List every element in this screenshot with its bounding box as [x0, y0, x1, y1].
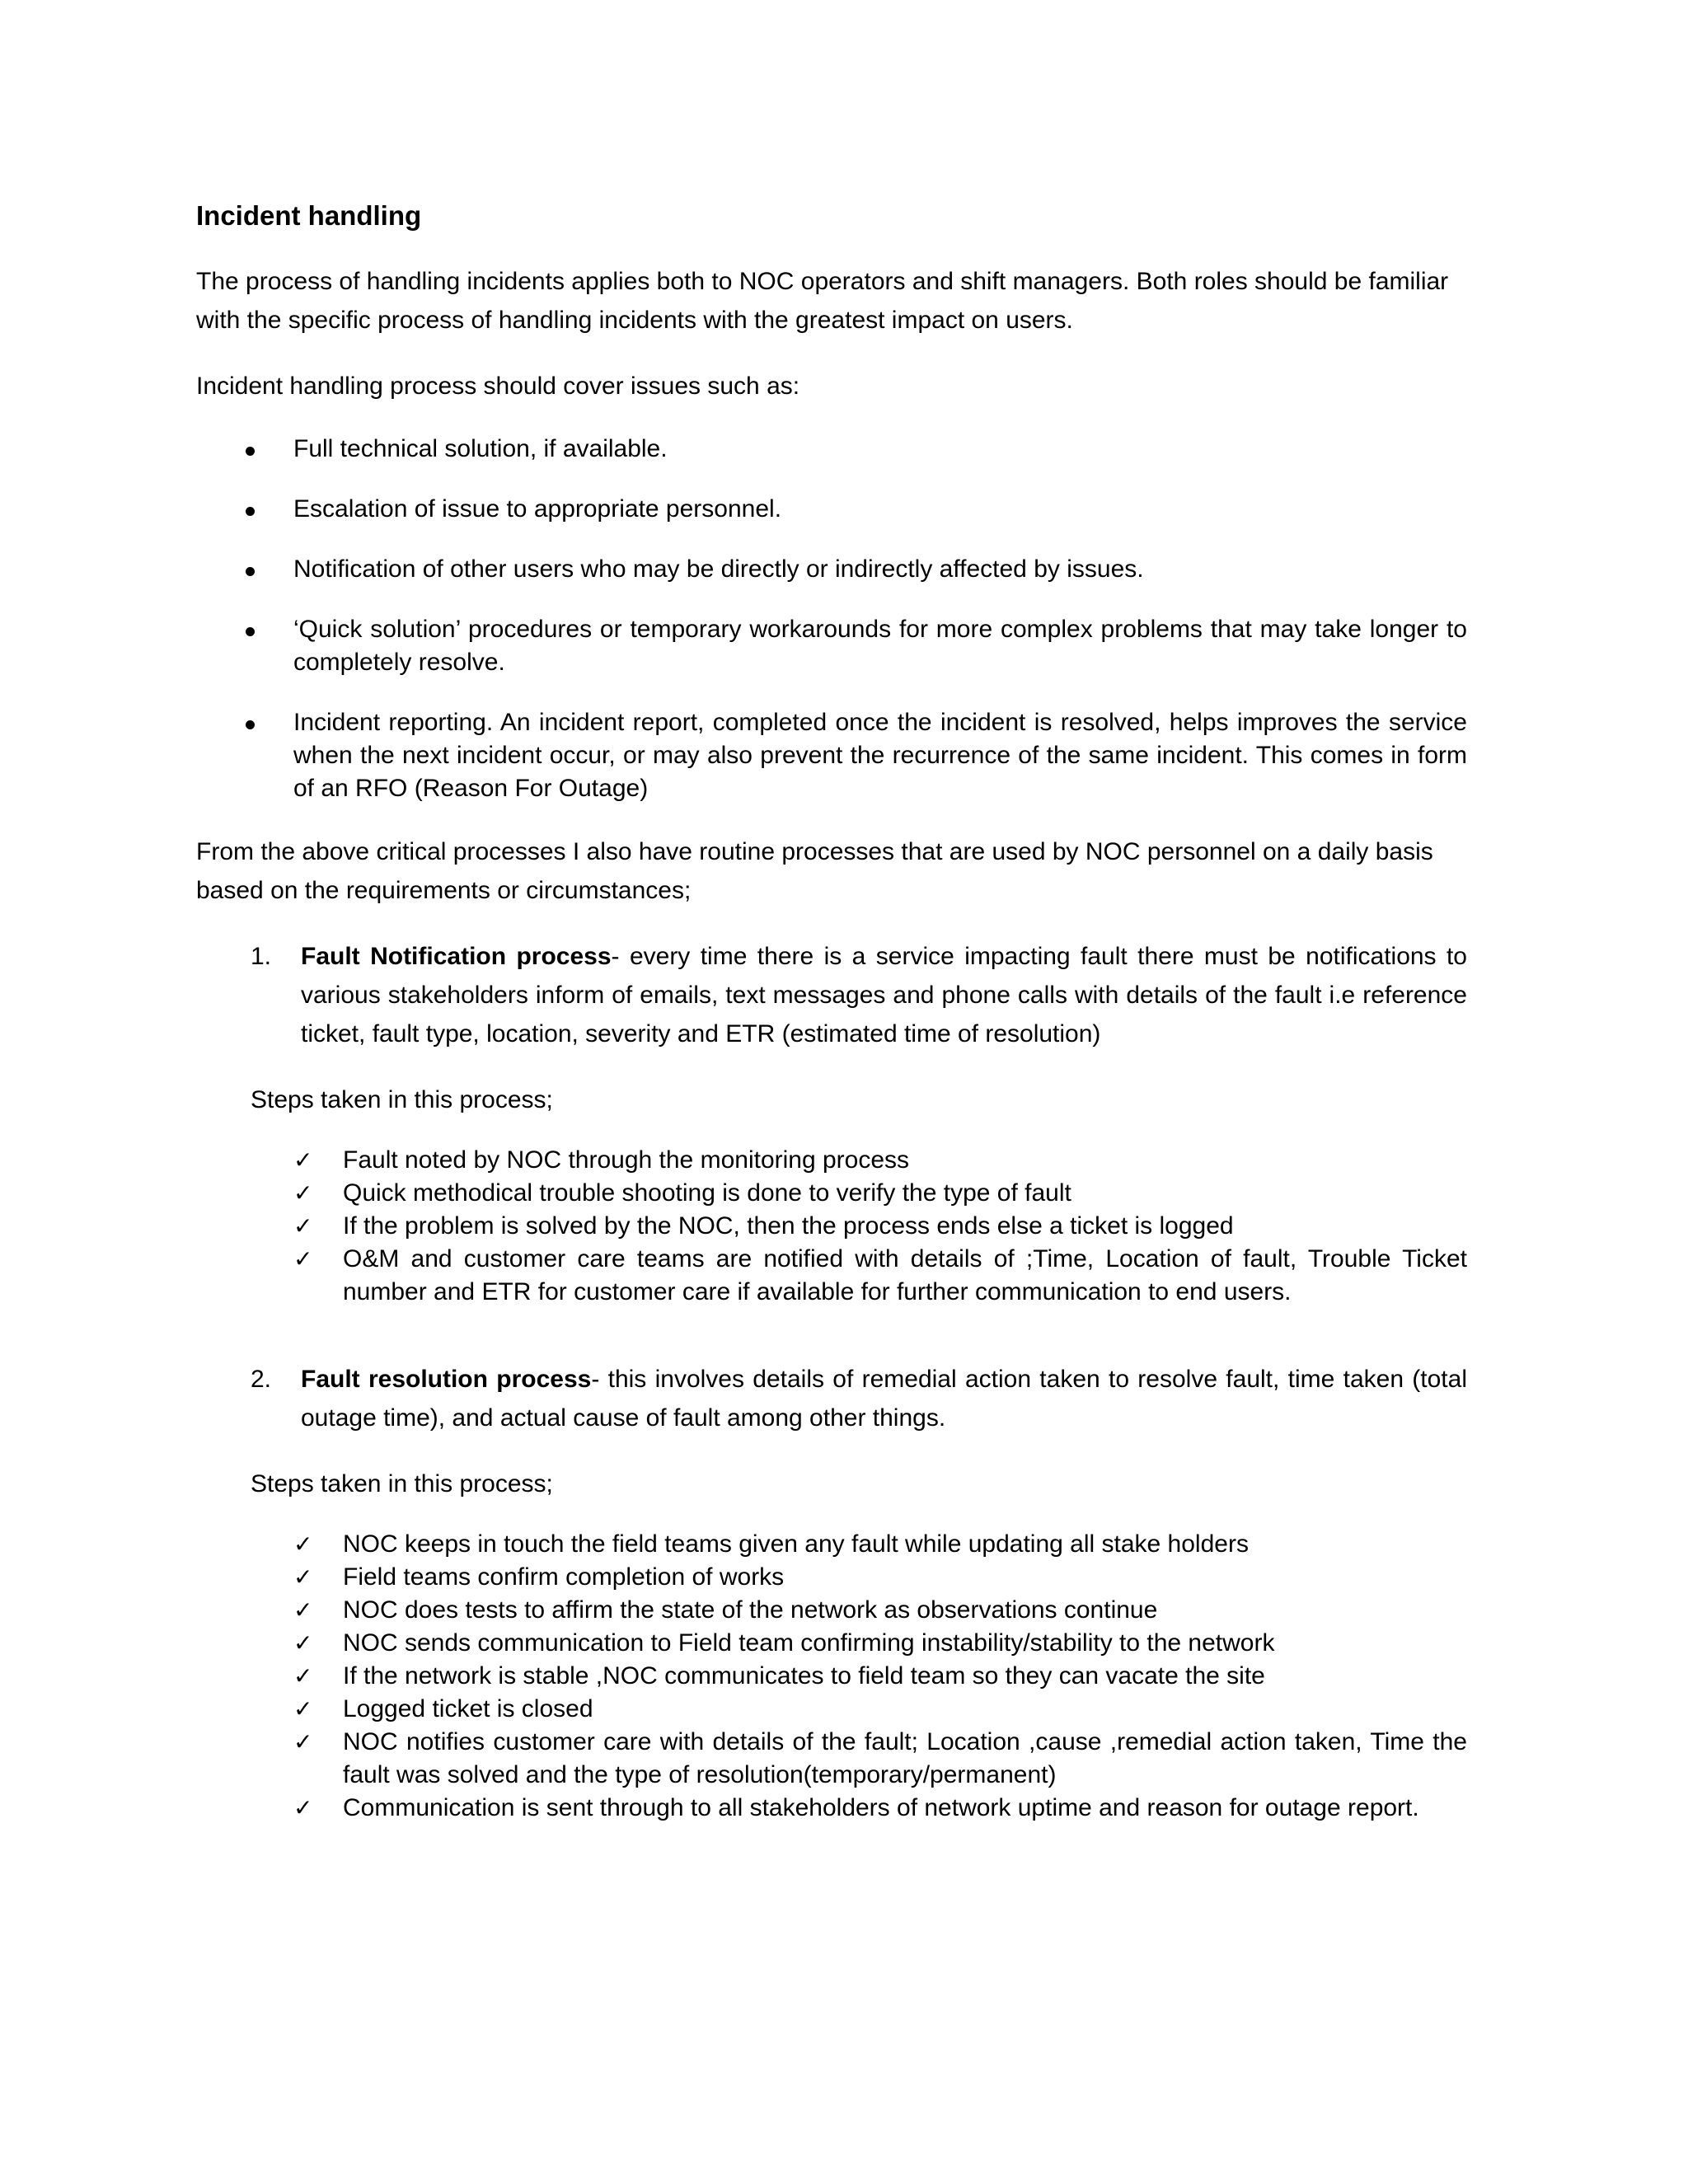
checkmark-icon: ✓	[293, 1794, 313, 1821]
list-item: ✓ If the problem is solved by the NOC, then the process ends else a ticket is logged	[196, 1210, 1467, 1243]
list-item: ✓ Quick methodical trouble shooting is done to verify the type of fault	[196, 1177, 1467, 1210]
process-1-steps-label: Steps taken in this process;	[251, 1086, 553, 1113]
spacer	[196, 1309, 1467, 1360]
bullet-dot-icon	[246, 507, 255, 516]
list-item: ‘Quick solution’ procedures or temporary workarounds for more complex problems that may take longer to completely resolve.	[196, 613, 1467, 679]
bullet-dot-icon	[246, 627, 255, 636]
list-item: Escalation of issue to appropriate personnel.	[196, 493, 1467, 526]
list-item: ✓ If the network is stable ,NOC communicates to field team so they can vacate the site	[196, 1660, 1467, 1693]
checkmark-icon: ✓	[293, 1563, 313, 1591]
list-item: ✓ NOC sends communication to Field team confirming instability/stability to the network	[196, 1627, 1467, 1660]
routine-intro-paragraph: From the above critical processes I also have routine processes that are used by NOC personnel on a daily basis based on the requirements or circumstances;	[196, 838, 1433, 904]
checkmark-icon: ✓	[293, 1629, 313, 1657]
list-item: ✓ NOC does tests to affirm the state of the network as observations continue	[196, 1594, 1467, 1627]
process-2-text: - this involves details of remedial action taken to resolve fault, time taken (total outage time), and actual cause of fault among other things.	[301, 1366, 1467, 1432]
list-item: ✓ NOC keeps in touch the field teams given any fault while updating all stake holders	[196, 1528, 1467, 1561]
process-1-steps	[196, 1144, 1467, 1309]
process-1	[196, 937, 1467, 1053]
process-2-steps	[196, 1528, 1467, 1825]
checkmark-icon: ✓	[293, 1212, 313, 1240]
checkmark-icon: ✓	[293, 1662, 313, 1690]
list-item: Incident reporting. An incident report, completed once the incident is resolved, helps improves the service when the next incident occur, or may also prevent the recurrence of the same incident. This comes in form of an RFO (Reason For Outage)	[196, 706, 1467, 805]
process-2-number: 2.	[251, 1366, 272, 1393]
bullet-dot-icon	[246, 447, 255, 456]
list-item: Full technical solution, if available.	[196, 433, 1467, 466]
process-2-steps-label: Steps taken in this process;	[251, 1470, 553, 1497]
issues-list	[196, 433, 1467, 805]
list-item: ✓ Logged ticket is closed	[196, 1693, 1467, 1726]
process-1-number: 1.	[251, 943, 272, 970]
page-title: Incident handling	[196, 200, 422, 231]
checkmark-icon: ✓	[293, 1530, 313, 1558]
list-item: ✓ Fault noted by NOC through the monitoring process	[196, 1144, 1467, 1177]
process-2-title: Fault resolution process	[301, 1366, 592, 1393]
list-item: ✓ NOC notifies customer care with details of the fault; Location ,cause ,remedial action taken, Time the fault was solved and the type of resolution(temporary/permanent)	[196, 1726, 1467, 1792]
list-item: Notification of other users who may be directly or indirectly affected by issues.	[196, 553, 1467, 586]
cover-intro-paragraph: Incident handling process should cover issues such as:	[196, 373, 800, 400]
checkmark-icon: ✓	[293, 1146, 313, 1174]
checkmark-icon: ✓	[293, 1695, 313, 1722]
list-item: ✓ Communication is sent through to all stakeholders of network uptime and reason for outage report.	[196, 1792, 1467, 1825]
process-2	[196, 1360, 1467, 1437]
list-item: ✓ O&M and customer care teams are notified with details of ;Time, Location of fault, Trouble Ticket number and ETR for customer care if available for further communication to end users.	[196, 1243, 1467, 1309]
checkmark-icon: ✓	[293, 1179, 313, 1207]
list-item: ✓ Field teams confirm completion of works	[196, 1561, 1467, 1594]
intro-paragraph: The process of handling incidents applies both to NOC operators and shift managers. Both roles should be familiar with the specific process of handling incidents with the greatest impact on users.	[196, 268, 1449, 334]
checkmark-icon: ✓	[293, 1596, 313, 1624]
bullet-dot-icon	[246, 567, 255, 576]
bullet-dot-icon	[246, 720, 255, 729]
process-1-title: Fault Notification process	[301, 943, 612, 970]
checkmark-icon: ✓	[293, 1245, 313, 1272]
checkmark-icon: ✓	[293, 1728, 313, 1755]
document-page	[196, 198, 1467, 1825]
process-1-text: - every time there is a service impacting fault there must be notifications to various stakeholders inform of emails, text messages and phone calls with details of the fault i.e reference ticket, fault type, location, severity and ETR (estimated time of resolution)	[301, 943, 1467, 1047]
